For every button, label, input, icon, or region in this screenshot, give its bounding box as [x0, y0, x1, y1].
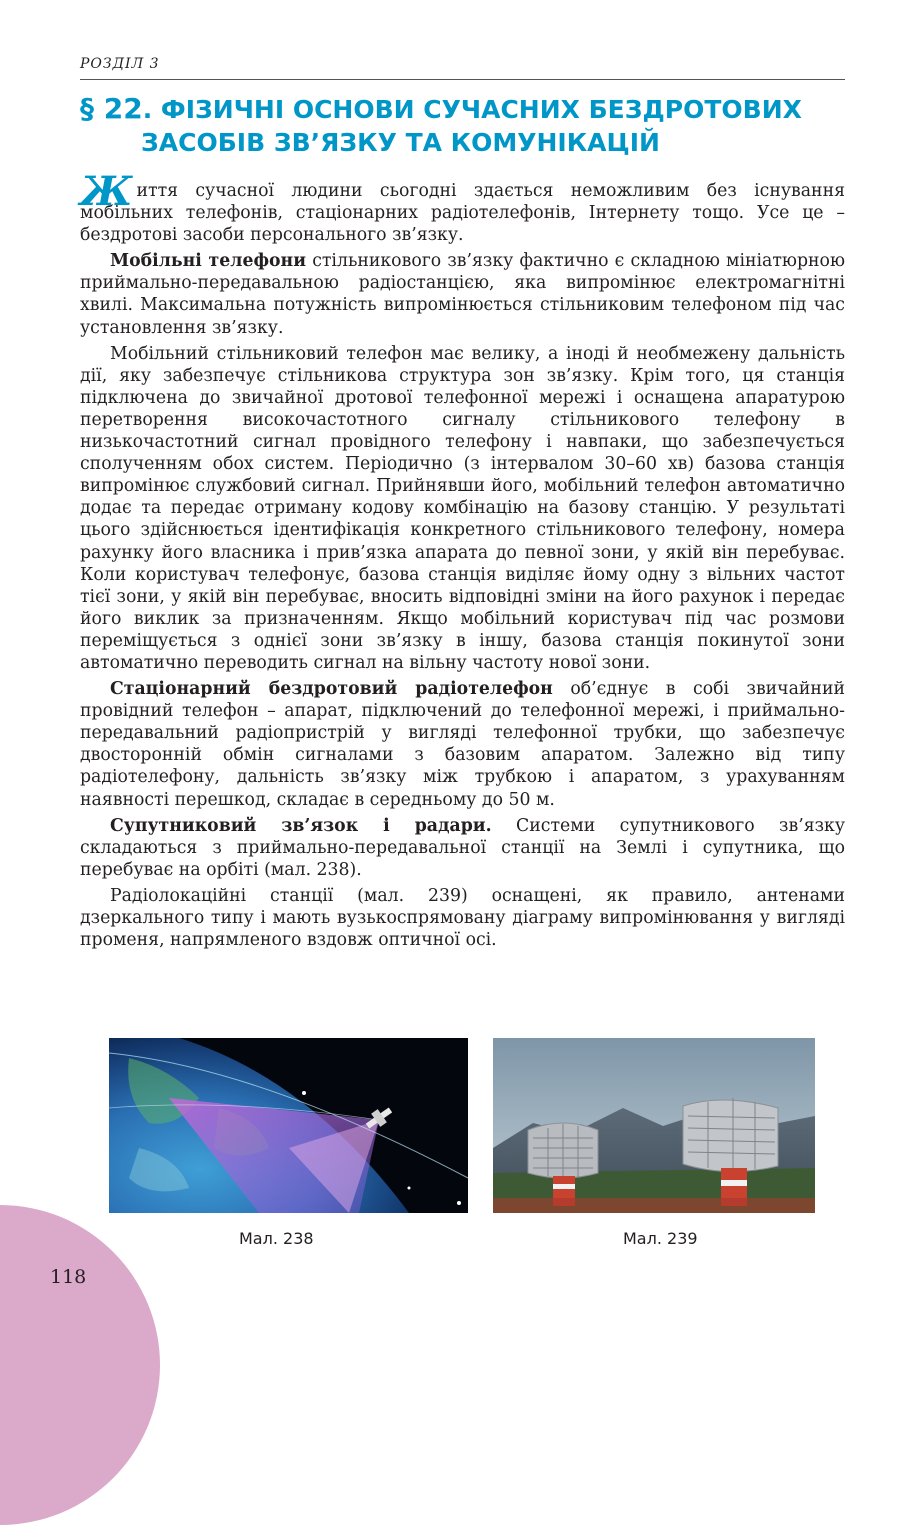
paragraph-cordless-phone-text: об’єднує в собі звичайний провідний телефон – апарат, підключений до телефонної мережі, і приймально-передавальний радіопристрій у вигляді телефонної трубки, що забезпечує двосторонній обмін сигналами з базовим апаратом. Залежно від типу радіотелефону, дальність зв’язку між трубкою і апаратом, з урахуванням наявності перешкод, складає в середньому до 50 м.: [80, 679, 845, 810]
paragraph-cordless-phone: [80, 678, 845, 811]
paragraph-satellite-text: Системи супутникового зв’язку складаються з приймально-передавальної станції на Землі і супутника, що перебуває на орбіті (мал. 238).: [80, 815, 845, 880]
paragraph-intro: [80, 168, 845, 246]
term-mobile-phones: Мобільні телефони: [110, 251, 307, 272]
paragraph-cellular: Мобільний стільниковий телефон має велику, а іноді й необмежену дальність дії, яку забезпечує стільникова структура зон зв’язку. Крім того, ця станція підключена до звичайної дротової телефонної мережі і оснащена апаратурою перетворення високочастотного сигналу стільникового телефону в низькочастотний сигнал провідного телефону і навпаки, що забезпечується сполученням обох систем. Періодично (з інтервалом 30–60 хв) базова станція випромінює службовий сигнал. Прийнявши його, мобільний телефон автоматично додає та передає отриману кодову комбінацію на базову станцію. У результаті цього здійснюється ідентифікація конкретного стільникового телефону, номера рахунку його власника і прив’язка апарата до певної зони, у якій він перебуває. Коли користувач телефонує, базова станція виділяє йому одну з вільних частот тієї зони, у якій він перебуває, вносить відповідні зміни на його рахунок і передає його виклик за призначенням. Якщо мобільний користувач під час розмови переміщується з однієї зони зв’язку в іншу, базова станція покинутої зони автоматично переводить сигнал на вільну частоту нової зони.: [80, 343, 845, 673]
body-text: [80, 168, 845, 951]
figure-satellite-image: [109, 1038, 468, 1213]
page-number: 118: [50, 1266, 87, 1288]
running-head: РОЗДІЛ 3: [80, 56, 160, 72]
paragraph-radar: Радіолокаційні станції (мал. 239) оснащені, як правило, антенами дзеркального типу і мають вузькоспрямовану діаграму випромінювання у вигляді променя, напрямленого вздовж оптичної осі.: [80, 885, 845, 951]
paragraph-mobile-phones-text: стільникового зв’язку фактично є складною мініатюрною приймально-передавальною радіостанцією, яка випромінює електромагнітні хвилі. Максимальна потужність випромінюється стільниковим телефоном під час установлення зв’язку.: [80, 251, 845, 338]
section-number: § 22: [80, 92, 143, 125]
drop-cap: Ж: [80, 168, 133, 215]
term-satellite: Супутниковий зв’язок і радари.: [110, 815, 492, 836]
figure-238-caption: Мал. 238: [239, 1229, 314, 1248]
paragraph-mobile-phones: [80, 250, 845, 338]
section-title: [80, 92, 860, 159]
header-rule: [80, 79, 845, 80]
paragraph-intro-text: иття сучасної людини сьогодні здається неможливим без існування мобільних телефонів, стаціонарних радіотелефонів, Інтернету тощо. Усе це – бездротові засоби персонального зв’язку.: [80, 181, 845, 246]
paragraph-satellite: [80, 815, 845, 881]
term-cordless-phone: Стаціонарний бездротовий радіотелефон: [110, 679, 553, 700]
figure-radar-image: [493, 1038, 815, 1213]
decorative-corner-circle: [0, 1205, 160, 1525]
title-line-1: . ФІЗИЧНІ ОСНОВИ СУЧАСНИХ БЕЗДРОТОВИХ: [142, 95, 802, 124]
satellite-earth-illustration: [109, 1038, 468, 1213]
figure-239-caption: Мал. 239: [623, 1229, 698, 1248]
title-line-2: ЗАСОБІВ ЗВ’ЯЗКУ ТА КОМУНІКАЦІЙ: [141, 128, 660, 157]
radar-antennas-illustration: [493, 1038, 815, 1213]
